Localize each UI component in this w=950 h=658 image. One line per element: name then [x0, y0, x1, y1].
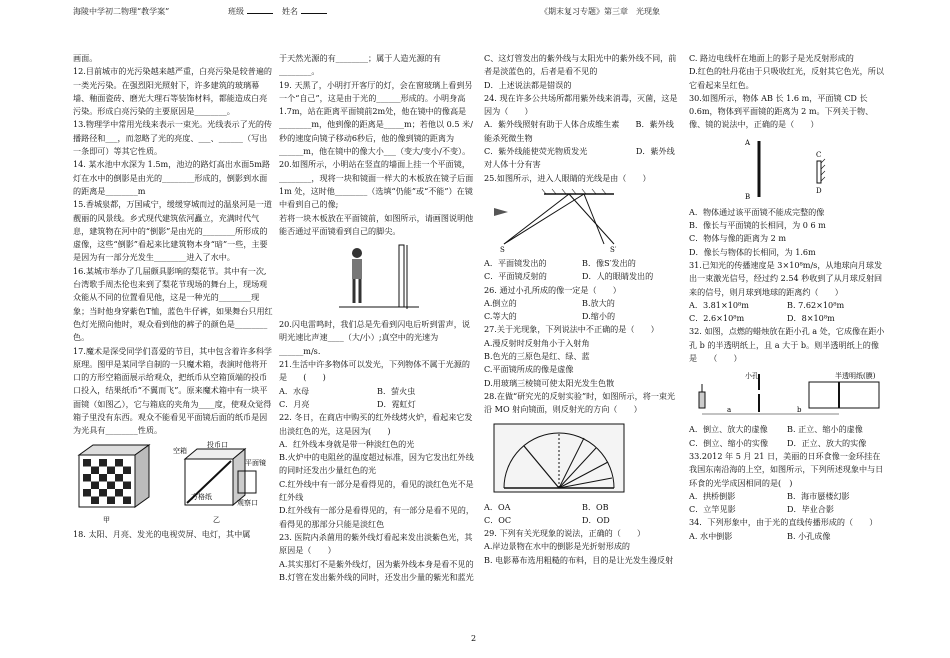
q32-options-row1: A．倒立、放大的虚像 B. 正立、缩小的虚像	[689, 424, 863, 435]
col3-questions-c	[484, 323, 680, 416]
col2c-paragraph: B.火炉中的电阻丝的温度超过标准，因为它发出红外线的同时还发出少量红色的光	[279, 452, 474, 476]
col1-paragraph: 16.某城市举办了几届颇具影响的梨花节。其中有一次,台湾歌手周杰伦也来到了梨花节现场的舞台上，现场观众能从不同的位置看见他，这是一种光的________现象；当时他身穿紫色T恤，蓝色牛仔裤，如果舞台只用红色灯光照向他时，观众看到他的裤子的颜色是________色。	[73, 265, 273, 343]
col2-questions-b	[279, 318, 475, 384]
col1-paragraph: 17.魔术是深受同学们喜爱的节目，其中包含着许多科学原理。图甲是某同学自制的一只魔术箱，表演时他将开口的方形空箱面展示给观众，把纸币从空箱顶端的投币口投入，结果纸币“不翼而飞”。原来魔术箱中有一块平面镜（如图乙），它与箱底的夹角为____度，使观众觉得箱子里没有东西。观众不能看见平面镜后面的纸币是因为光具有________性质。	[73, 345, 273, 436]
figure-25	[484, 188, 680, 254]
checker-square	[107, 466, 115, 474]
checker-square	[99, 474, 107, 482]
pinhole-diagram	[689, 368, 885, 420]
checker-square	[99, 489, 107, 497]
figure-30	[689, 135, 885, 203]
column-2	[279, 52, 475, 584]
col1-paragraph: 13.物理学中常用光线来表示一束光。光线表示了光的传播路径和___，而忽略了光的亮度、___、______（写出一条即可）等其它性质。	[73, 119, 273, 157]
col2c-paragraph: A.其实那灯不是紫外线灯，因为紫外线本身是看不见的	[279, 558, 474, 569]
column-3	[484, 52, 680, 567]
col2-paragraph: 于天然光源的有________；属于人造光源的有________。	[279, 53, 441, 77]
q21-options-row1: A．水母 B．萤火虫	[279, 385, 416, 396]
object-mirror-diagram	[689, 135, 885, 203]
q28-options-row2: C．OC D．OD	[484, 514, 610, 525]
col3d-paragraph: B. 电影幕布选用粗糙的布料，目的是让光发生漫反射	[484, 554, 674, 565]
name-label: 姓名	[282, 6, 327, 17]
col2c-paragraph: D.红外线有一部分是看得见的，有一部分是看不见的，看得见的那部分只能是淡红色	[279, 505, 474, 529]
q34-stem: 34．下列形象中，由于光的直线传播形成的（ ）	[689, 517, 878, 528]
col4-questions-d	[689, 450, 885, 490]
col3c-paragraph: C.平面镜所成的像是虚像	[484, 364, 574, 375]
label-paper: 半透明纸(膜)	[835, 372, 876, 381]
checker-square	[123, 466, 131, 474]
col1-questions	[73, 52, 273, 438]
q34-options-row1: A. 水中倒影 B. 小孔成像	[689, 530, 831, 541]
checker-square	[83, 489, 91, 497]
col4-questions	[689, 52, 885, 132]
figure-28	[484, 420, 680, 498]
box-jia	[79, 445, 149, 507]
col3c-paragraph: 28.在做“研究光的反射实验”时，如图所示，将一束光沿 MO 射向镜面，则反射光的方向（ ）	[484, 390, 676, 415]
figure-17	[73, 441, 273, 525]
column-4	[689, 52, 885, 543]
label-mirror: 平面镜	[245, 458, 266, 467]
label-s-prime: S′	[610, 245, 617, 254]
label-grid-paper: 方格纸	[191, 492, 212, 501]
label-empty-box: 空箱	[173, 446, 187, 455]
checker-square	[107, 481, 115, 489]
col3d-paragraph: A.岸边景物在水中的倒影是光折射形成的	[484, 541, 631, 552]
col3-questions-d	[484, 527, 680, 567]
col1-paragraph: 12.目前城市的光污染越来越严重，白亮污染是较普遍的一类光污染。在强烈阳光照射下，许多建筑的玻璃幕墙、釉面瓷砖、磨光大理石等装饰材料，都能造成白亮污染。形成白亮污染的主要原因是________。	[73, 66, 273, 117]
col4-paragraph: 30.如图所示，物体 AB 长 1.6 m，平面镜 CD 长 0.6m，物体到平面镜的距离为 2 m。下列关于物、像、镜的说法中，正确的是（ ）	[689, 92, 874, 130]
col1-paragraph: 画面。	[73, 53, 98, 63]
col3-paragraph: 25.如图所示，进入人眼睛的光线是由（ ）	[484, 172, 651, 183]
q26-options-row2: C.等大的 D.缩小的	[484, 311, 616, 322]
label-s: S	[500, 245, 505, 254]
checker-square	[115, 489, 123, 497]
col3b-paragraph: 26. 通过小孔所成的像一定是（ ）	[484, 284, 621, 295]
q30-options	[689, 206, 885, 259]
col3c-paragraph: 27.关于光现象，下列说法中不正确的是（ ）	[484, 324, 659, 335]
label-a: A	[745, 138, 751, 147]
col3c-paragraph: A.漫反射时反射角小于入射角	[484, 337, 590, 348]
q25-options-row2: C．平面镜反射的 D．人的眼睛发出的	[484, 271, 654, 282]
checker-square	[115, 474, 123, 482]
col4-questions-c	[689, 325, 885, 365]
col2c-paragraph: A．红外线本身就是带一种淡红色的光	[279, 438, 415, 449]
label-dist-a: a	[727, 406, 732, 415]
checker-square	[99, 459, 107, 467]
col3c-paragraph: D.用玻璃三棱镜可使太阳光发生色散	[484, 377, 615, 388]
q18-start: 18. 太阳、月亮、发光的电视荧屏、电灯，其中属	[73, 528, 251, 539]
q21-options-row2: C．月亮 D．霓虹灯	[279, 398, 416, 409]
label-b: B	[745, 192, 751, 201]
label-hole: 小孔	[745, 372, 759, 381]
person-mirror-diagram	[279, 241, 475, 315]
col2-questions-c	[279, 411, 475, 584]
eye-mirror-diagram	[484, 188, 680, 254]
col2-paragraph: 20.如图所示，小明站在竖直的墙面上挂一个平面镜，________，现将一块和镜面一样大的木板放在镜子后面 1m 处，这时他________（选填“仍能”或“不能”）在镜中看到自己的像;	[279, 159, 474, 210]
col3-questions	[484, 52, 680, 185]
col2c-paragraph: 23. 医院内杀菌用的紫外线灯看起来发出淡紫色光，其原因是（ ）	[279, 531, 473, 556]
col2c-paragraph: B.灯管在发出紫外线的同时，还发出少量的紫光和蓝光	[279, 571, 474, 582]
q33-options-row2: C．立竿见影 D．毕业合影	[689, 504, 834, 515]
checker-square	[91, 496, 99, 504]
label-coin-slot: 投币口	[207, 440, 228, 449]
label-c: C	[816, 150, 822, 159]
col2-paragraph: 若将一块木板放在平面镜前，如图所示，请画图说明他能否通过平面镜看到自己的脚尖。	[279, 212, 474, 236]
checker-square	[123, 481, 131, 489]
col3-questions-b	[484, 284, 680, 297]
label-d: D	[816, 186, 822, 195]
col3-paragraph: C．紫外线能使荧光物质发光 D．紫外线对人体十分有害	[484, 146, 675, 170]
protractor-reflection-diagram	[484, 420, 680, 498]
checker-square	[83, 474, 91, 482]
q26-options-row1: A.倒立的 B.放大的	[484, 297, 615, 308]
col2b-paragraph: 20.闪电雷鸣时，我们总是先看到闪电后听到雷声，说明光速比声速____（大/小）;真空中的光速为______m/s.	[279, 319, 470, 356]
checker-square	[91, 466, 99, 474]
q28-options-row1: A．OA B．OB	[484, 501, 609, 512]
col2-questions	[279, 52, 475, 238]
col1-paragraph: 14. 某水池中水深为 1.5m，池边的路灯高出水面5m路灯在水中的倒影是由光的________形成的，倒影到水面的距离是________m	[73, 159, 271, 196]
col3-paragraph: D．上述说法都是错误的	[484, 79, 572, 90]
q30_opts-paragraph: D．像长与物体的长相同，为 1.6m	[689, 246, 816, 257]
q32-options-row2: C．倒立、缩小的实像 D．正立、放大的实像	[689, 437, 867, 448]
q31-options-row1: A．3.81×10⁸m B. 7.62×10⁸m	[689, 299, 845, 310]
chapter-header: 《期末复习专题》第三章 光现象	[540, 7, 660, 16]
label-yi: 乙	[213, 515, 220, 524]
figure-32	[689, 368, 885, 420]
label-dist-b: b	[797, 406, 802, 415]
q30_opts-paragraph: B．像长与平面镜的长相同，为 0 6 m	[689, 220, 826, 231]
col3-paragraph: A．紫外线照射有助于人体合成维生素 B．紫外线能杀死微生物	[484, 119, 674, 143]
col3c-paragraph: B.色光的三原色是红、绿、蓝	[484, 351, 590, 362]
q25-options-row1: A．平面镜发出的 B．像S′发出的	[484, 257, 636, 268]
col4-questions-b	[689, 259, 885, 299]
q30_opts-paragraph: A．物体通过该平面镜不能成完整的像	[689, 206, 825, 217]
q30_opts-paragraph: C．物体与像的距离为 2 m	[689, 233, 787, 244]
col4-paragraph: C. 路边电线杆在地面上的影子是光反射形成的	[689, 53, 854, 63]
figure-20	[279, 241, 475, 315]
checker-square	[107, 496, 115, 504]
class-label: 班级	[228, 6, 273, 17]
checker-square	[83, 459, 91, 467]
col2c-paragraph: C.红外线中有一部分是看得见的，看见的淡红色光不是红外线	[279, 478, 474, 503]
col3-paragraph: 24. 现在许多公共场所都用紫外线来消毒，灭菌，这是因为（ ）	[484, 92, 678, 117]
col2b-paragraph: 21.生活中许多物体可以发光，下列物体不属于光源的是 ( )	[279, 359, 470, 383]
magic-box-diagram	[73, 441, 273, 525]
col3d-paragraph: 29. 下列有关光现象的说法，正确的（ ）	[484, 528, 646, 539]
label-window: 观察口	[237, 498, 258, 507]
checker-square	[123, 496, 131, 504]
label-jia: 甲	[103, 515, 110, 524]
q33-options-row1: A．拱桥倒影 B．海市蜃楼幻影	[689, 490, 850, 501]
col1-paragraph: 15.香城泉都，万国咸宁，缓缓穿城而过的温泉河是一道靓丽的风景线。乡式现代建筑依河矗立，充满时代气息，建筑物在河中的“倒影”是由光的________所形成的虚像，这些“倒影”看起来比建筑物本身“暗”一些，主要是因为有一部分光发生________进入了水中。	[73, 199, 273, 263]
page-number: 2	[471, 634, 477, 643]
col4b-paragraph: 31.已知光的传播速度是 3×10⁸m/s，从地球向月球发出一束激光信号，经过约 2.54 秒收到了从月球反射回来的信号，则月球到地球的距离约（ ）	[689, 259, 883, 297]
column-1	[73, 52, 273, 541]
q31-options-row2: C．2.6×10⁸m D．8×10⁸m	[689, 313, 835, 324]
col3-paragraph: C、这灯管发出的紫外线与太阳光中的紫外线不同，前者是淡蓝色的，后者是看不见的	[484, 53, 677, 77]
col4d-paragraph: 33.2012 年 5 月 21 日，美丽的日环食像一金环挂在我国东南沿海的上空，如图所示，下列所述现象中与日环食的光学成因相同的是( )	[689, 450, 884, 488]
col4c-paragraph: 32. 如图，点燃的蜡烛放在距小孔 a 处，它成像在距小孔 b 的半透明纸上，且 a 大于 b。则半透明纸上的像是 （ ）	[689, 326, 885, 364]
col2-paragraph: 19. 天黑了，小明打开客厅的灯，会在窗玻璃上看到另一个“自己”，这是由于光的______形成的。小明身高1.7m，站在距离平面镜前2m处，他在镜中的像高是________m，他到像的距离是_____m；若他以 0.5 米/秒的速度向镜子移动6秒后，他的像到镜的距离为______m，他在镜中的像大小___（变大/变小/不变）。	[279, 79, 473, 157]
col2c-paragraph: 22. 冬日，在商店中购买的红外线烤火炉，看起来它发出淡红色的光，这是因为( )	[279, 412, 473, 436]
school-header: 海陵中学初二物理“教学案”	[73, 7, 170, 16]
checker-square	[91, 481, 99, 489]
col4-paragraph: D.红色的牡丹花由于只吸收红光，反射其它色光，所以它看起来呈红色。	[689, 66, 884, 90]
checker-square	[115, 459, 123, 467]
